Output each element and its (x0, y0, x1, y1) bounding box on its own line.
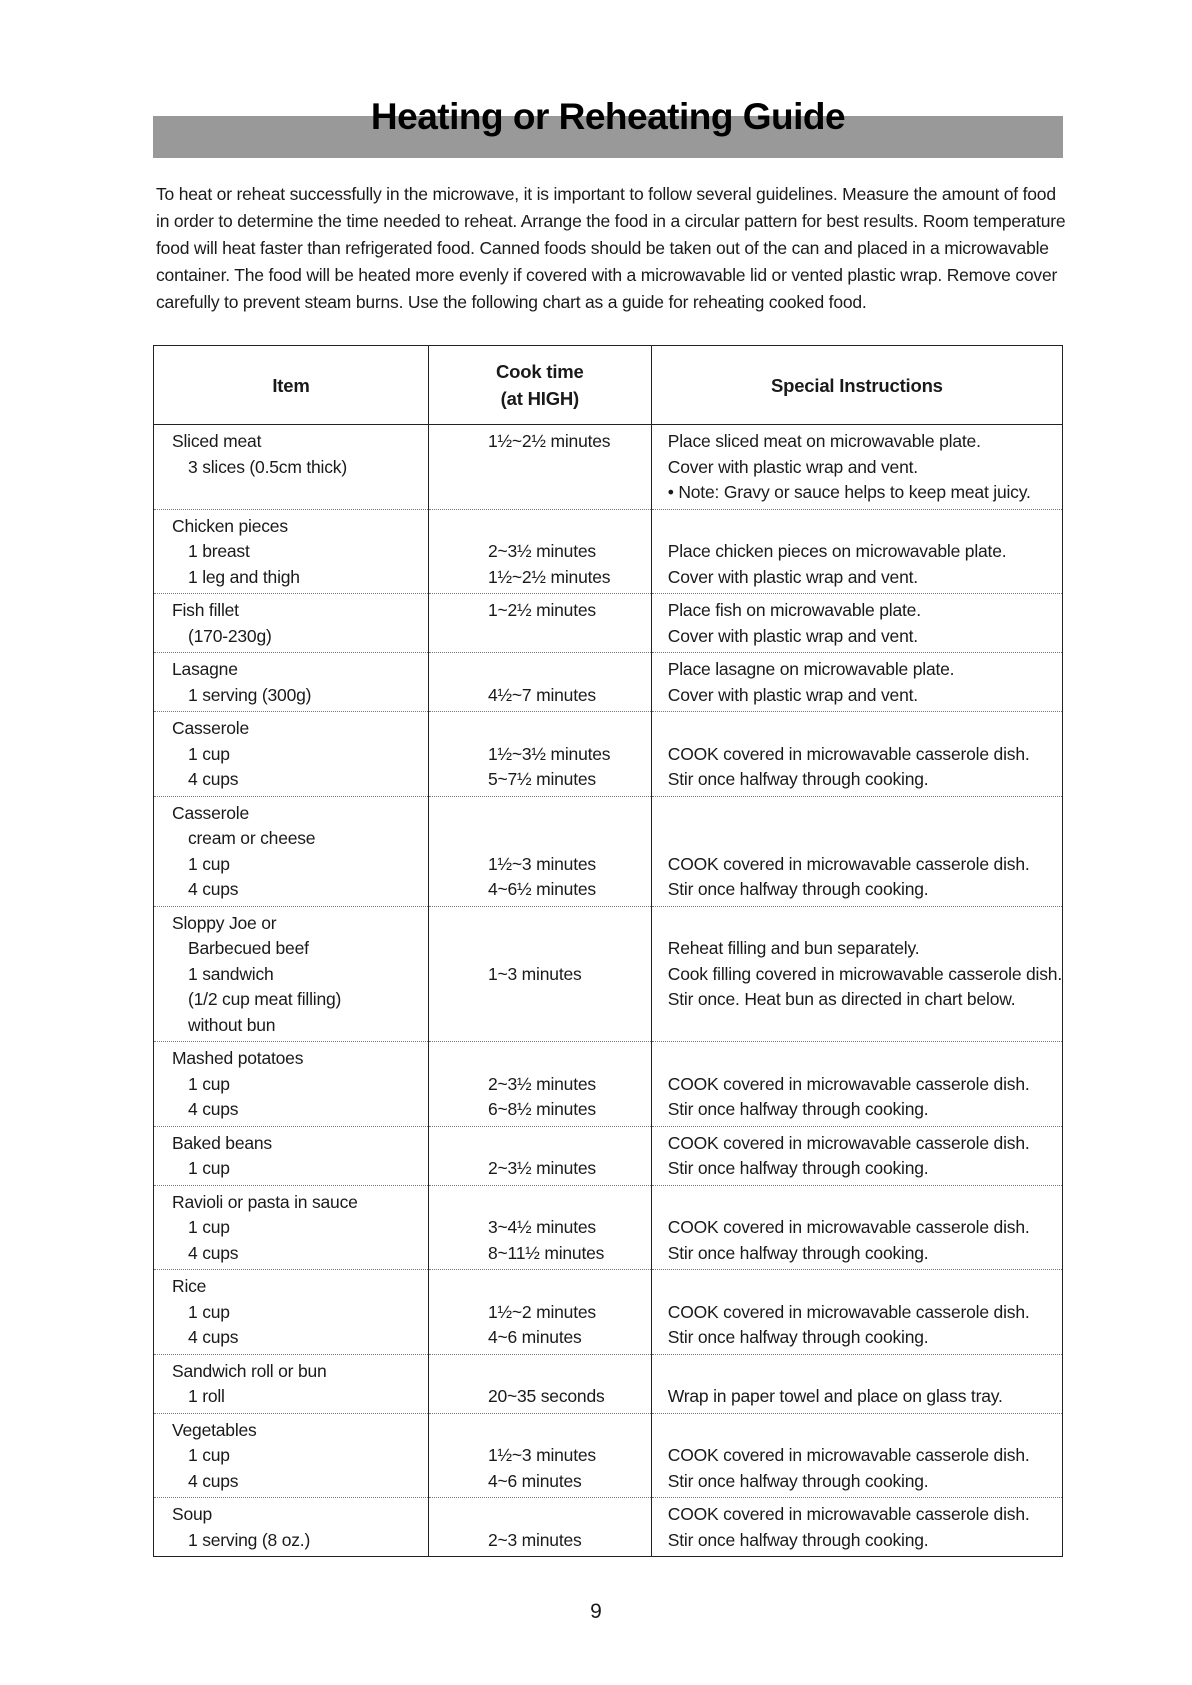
page-number: 9 (590, 1600, 602, 1623)
instruction-line (668, 1013, 1062, 1039)
item-detail: 1 cup (188, 1217, 230, 1237)
item-name: Mashed potatoes (172, 1048, 304, 1068)
cook-time-value: 1½~2½ minutes (487, 431, 611, 451)
cook-time-value: 4~6 minutes (487, 1470, 582, 1491)
cook-time-cell (428, 1498, 651, 1557)
instruction-line: Cover with plastic wrap and vent. (667, 625, 918, 646)
table-row (154, 1498, 1063, 1557)
instruction-line: Stir once halfway through cooking. (667, 1529, 929, 1550)
cook-time-value (488, 1418, 651, 1444)
cook-time-value (488, 1502, 651, 1528)
cook-time-value: 2~3½ minutes (487, 1158, 596, 1178)
item-name: Sloppy Joe or (172, 912, 277, 933)
instruction-line: • Note: Gravy or sauce helps to keep meat juicy. (667, 482, 1031, 502)
item-cell (154, 1185, 429, 1270)
instructions-cell (651, 509, 1062, 594)
instruction-line: Stir once halfway through cooking. (667, 769, 929, 789)
cook-time-value (488, 624, 651, 650)
item-name: Casserole (172, 718, 249, 738)
cook-time-value (488, 911, 651, 937)
instruction-line (668, 1359, 1062, 1385)
cook-time-cell (428, 1042, 651, 1127)
item-detail: 1 cup (188, 1073, 230, 1094)
item-name: Sliced meat (172, 431, 262, 451)
cook-time-value: 2~3½ minutes (487, 541, 596, 561)
instruction-line: COOK covered in microwavable casserole dish. (667, 853, 1030, 874)
cook-time-value (488, 1046, 651, 1072)
cook-time-value: 3~4½ minutes (487, 1217, 596, 1237)
item-name: Casserole (172, 802, 249, 823)
instruction-line: COOK covered in microwavable casserole dish. (667, 1301, 1030, 1322)
page-title: Heating or Reheating Guide (370, 96, 846, 137)
item-cell (154, 796, 429, 906)
instructions-cell (651, 1185, 1062, 1270)
cook-time-cell (428, 1126, 651, 1185)
instruction-line (668, 1418, 1062, 1444)
cook-time-value: 4~6 minutes (487, 1327, 582, 1347)
item-cell (154, 1498, 429, 1557)
item-name: Lasagne (172, 659, 238, 679)
cook-time-value: 4½~7 minutes (487, 684, 596, 705)
item-cell (154, 1126, 429, 1185)
instructions-cell (651, 1126, 1062, 1185)
table-row (154, 594, 1063, 653)
instruction-line: Cook filling covered in microwavable casserole dish. (667, 963, 1062, 984)
item-detail: 4 cups (188, 1327, 239, 1347)
cook-time-value: 1½~3 minutes (487, 1445, 596, 1465)
intro-paragraph: To heat or reheat successfully in the microwave, it is important to follow several guidelines. Measure the amount of food in order to determine the time needed to reheat. Arrange the food in a circular pattern for best results. Room temperature food will heat faster than refrigerated food. Canned foods should be taken out of the can and placed in a microwavable container. The food will be heated more evenly if covered with a microwavable lid or vented plastic wrap. Remove cover carefully to prevent steam burns. Use the following chart as a guide for reheating cooked food. (156, 184, 1066, 312)
instruction-line (668, 826, 1062, 852)
instructions-cell (651, 594, 1062, 653)
table-row (154, 1413, 1063, 1498)
cook-time-value (488, 987, 651, 1013)
cook-time-value (488, 1359, 651, 1385)
cook-time-value: 2~3 minutes (487, 1529, 582, 1550)
cook-time-value (488, 480, 651, 506)
instructions-cell (651, 796, 1062, 906)
cook-time-cell (428, 594, 651, 653)
instructions-cell (651, 425, 1062, 510)
item-detail: 1 serving (300g) (188, 684, 312, 705)
instruction-line (668, 801, 1062, 827)
cook-time-value: 1½~3½ minutes (487, 743, 611, 764)
cook-time-cell (428, 653, 651, 712)
instruction-line: Stir once. Heat bun as directed in chart below. (667, 989, 1016, 1009)
item-detail: 1 breast (188, 541, 250, 561)
item-detail: Barbecued beef (188, 938, 309, 958)
item-cell (154, 906, 429, 1042)
instruction-line: Reheat filling and bun separately. (667, 938, 920, 958)
item-cell (154, 712, 429, 797)
cook-time-cell (428, 1270, 651, 1355)
instruction-line: Cover with plastic wrap and vent. (667, 684, 918, 705)
item-detail: (1/2 cup meat filling) (188, 989, 342, 1009)
item-detail: 3 slices (0.5cm thick) (188, 456, 347, 477)
instruction-line: Wrap in paper towel and place on glass tray. (667, 1386, 1003, 1406)
item-name: Chicken pieces (172, 515, 288, 536)
cook-time-value (488, 1190, 651, 1216)
instruction-line (668, 514, 1062, 540)
table-row (154, 1185, 1063, 1270)
item-cell (154, 1354, 429, 1413)
item-detail: without bun (188, 1014, 276, 1035)
instruction-line: COOK covered in microwavable casserole dish. (667, 1445, 1030, 1465)
cook-time-value (488, 716, 651, 742)
instruction-line (668, 1046, 1062, 1072)
item-detail: 1 cup (188, 1301, 230, 1322)
table-row (154, 509, 1063, 594)
item-detail: 1 cup (188, 1158, 230, 1178)
cook-time-value (488, 801, 651, 827)
cook-time-value: 20~35 seconds (487, 1386, 605, 1406)
instruction-line: Stir once halfway through cooking. (667, 1158, 929, 1178)
cook-time-cell (428, 712, 651, 797)
instruction-line: Stir once halfway through cooking. (667, 1242, 929, 1263)
table-row (154, 425, 1063, 510)
instructions-cell (651, 712, 1062, 797)
instructions-cell (651, 1413, 1062, 1498)
item-name: Ravioli or pasta in sauce (172, 1191, 358, 1212)
cook-time-value (488, 1274, 651, 1300)
header-special-instructions: Special Instructions (651, 346, 1062, 425)
cook-time-value (488, 657, 651, 683)
item-name: Rice (172, 1276, 207, 1296)
table-row (154, 712, 1063, 797)
cook-time-value: 8~11½ minutes (487, 1242, 605, 1263)
item-detail: 4 cups (188, 1470, 239, 1491)
item-name: Fish fillet (172, 600, 239, 620)
table-row (154, 906, 1063, 1042)
item-detail: 4 cups (188, 1242, 239, 1263)
instruction-line: Place chicken pieces on microwavable plate. (667, 541, 1007, 561)
instructions-cell (651, 653, 1062, 712)
item-detail: 1 serving (8 oz.) (188, 1529, 311, 1550)
instruction-line: Place sliced meat on microwavable plate. (667, 431, 981, 451)
cook-time-cell (428, 796, 651, 906)
cook-time-value: 1~2½ minutes (487, 600, 596, 620)
cook-time-cell (428, 1354, 651, 1413)
cook-time-value (488, 1131, 651, 1157)
cook-time-value: 1~3 minutes (487, 963, 582, 984)
item-cell (154, 425, 429, 510)
instruction-line: COOK covered in microwavable casserole dish. (667, 1132, 1030, 1153)
item-name: Sandwich roll or bun (172, 1360, 327, 1381)
item-detail: 1 sandwich (188, 963, 274, 984)
cook-time-value (488, 1013, 651, 1039)
table-row (154, 1270, 1063, 1355)
instruction-line: COOK covered in microwavable casserole dish. (667, 1073, 1030, 1094)
table-row (154, 1126, 1063, 1185)
reheating-table (153, 345, 1063, 1557)
item-detail: 1 cup (188, 853, 230, 874)
instruction-line: Stir once halfway through cooking. (667, 1470, 929, 1491)
cook-time-value: 4~6½ minutes (487, 879, 596, 899)
header-cook-time-line1: Cook time (496, 361, 584, 382)
item-detail: 1 cup (188, 1445, 230, 1465)
instructions-cell (651, 1354, 1062, 1413)
page-title-block (153, 92, 1063, 158)
item-detail: 1 leg and thigh (188, 566, 300, 587)
item-name: Baked beans (172, 1132, 272, 1153)
cook-time-cell (428, 1413, 651, 1498)
cook-time-value: 1½~3 minutes (487, 853, 596, 874)
cook-time-value (488, 936, 651, 962)
table-row (154, 796, 1063, 906)
instruction-line: Stir once halfway through cooking. (667, 1099, 929, 1119)
instruction-line: Cover with plastic wrap and vent. (667, 566, 918, 587)
instruction-line: COOK covered in microwavable casserole dish. (667, 743, 1030, 764)
instruction-line: Place lasagne on microwavable plate. (667, 659, 955, 679)
cook-time-value (488, 455, 651, 481)
instruction-line (668, 1190, 1062, 1216)
item-cell (154, 1042, 429, 1127)
table-header-row (154, 346, 1063, 425)
instructions-cell (651, 1270, 1062, 1355)
item-detail: (170-230g) (188, 625, 272, 646)
cook-time-value: 2~3½ minutes (487, 1073, 596, 1094)
item-cell (154, 1413, 429, 1498)
instruction-line: COOK covered in microwavable casserole dish. (667, 1217, 1030, 1237)
item-detail: 1 cup (188, 743, 230, 764)
instructions-cell (651, 1042, 1062, 1127)
item-detail: 4 cups (188, 1099, 239, 1119)
instruction-line (668, 911, 1062, 937)
item-detail (172, 480, 428, 506)
table-row (154, 1354, 1063, 1413)
header-cook-time (428, 346, 651, 425)
instruction-line: Cover with plastic wrap and vent. (667, 456, 918, 477)
instruction-line: Place fish on microwavable plate. (667, 600, 921, 620)
header-cook-time-line2: (at HIGH) (500, 388, 580, 409)
instructions-cell (651, 1498, 1062, 1557)
cook-time-value: 1½~2 minutes (487, 1301, 596, 1322)
item-cell (154, 653, 429, 712)
item-detail: 4 cups (188, 769, 239, 789)
cook-time-cell (428, 1185, 651, 1270)
cook-time-cell (428, 906, 651, 1042)
instruction-line: COOK covered in microwavable casserole dish. (667, 1504, 1030, 1524)
cook-time-value (488, 514, 651, 540)
table-row (154, 653, 1063, 712)
item-name: Vegetables (172, 1419, 257, 1440)
instructions-cell (651, 906, 1062, 1042)
cook-time-cell (428, 509, 651, 594)
item-name: Soup (172, 1504, 213, 1524)
item-detail: 4 cups (188, 879, 239, 899)
instruction-line: Stir once halfway through cooking. (667, 1327, 929, 1347)
cook-time-value: 5~7½ minutes (487, 769, 596, 789)
cook-time-value (488, 826, 651, 852)
instruction-line: Stir once halfway through cooking. (667, 879, 929, 899)
cook-time-value: 1½~2½ minutes (487, 566, 611, 587)
item-cell (154, 594, 429, 653)
cook-time-cell (428, 425, 651, 510)
table-row (154, 1042, 1063, 1127)
item-cell (154, 1270, 429, 1355)
item-detail: cream or cheese (188, 828, 316, 848)
instruction-line (668, 1274, 1062, 1300)
item-detail: 1 roll (188, 1386, 225, 1406)
instruction-line (668, 716, 1062, 742)
item-cell (154, 509, 429, 594)
header-item: Item (154, 346, 429, 425)
cook-time-value: 6~8½ minutes (487, 1099, 596, 1119)
